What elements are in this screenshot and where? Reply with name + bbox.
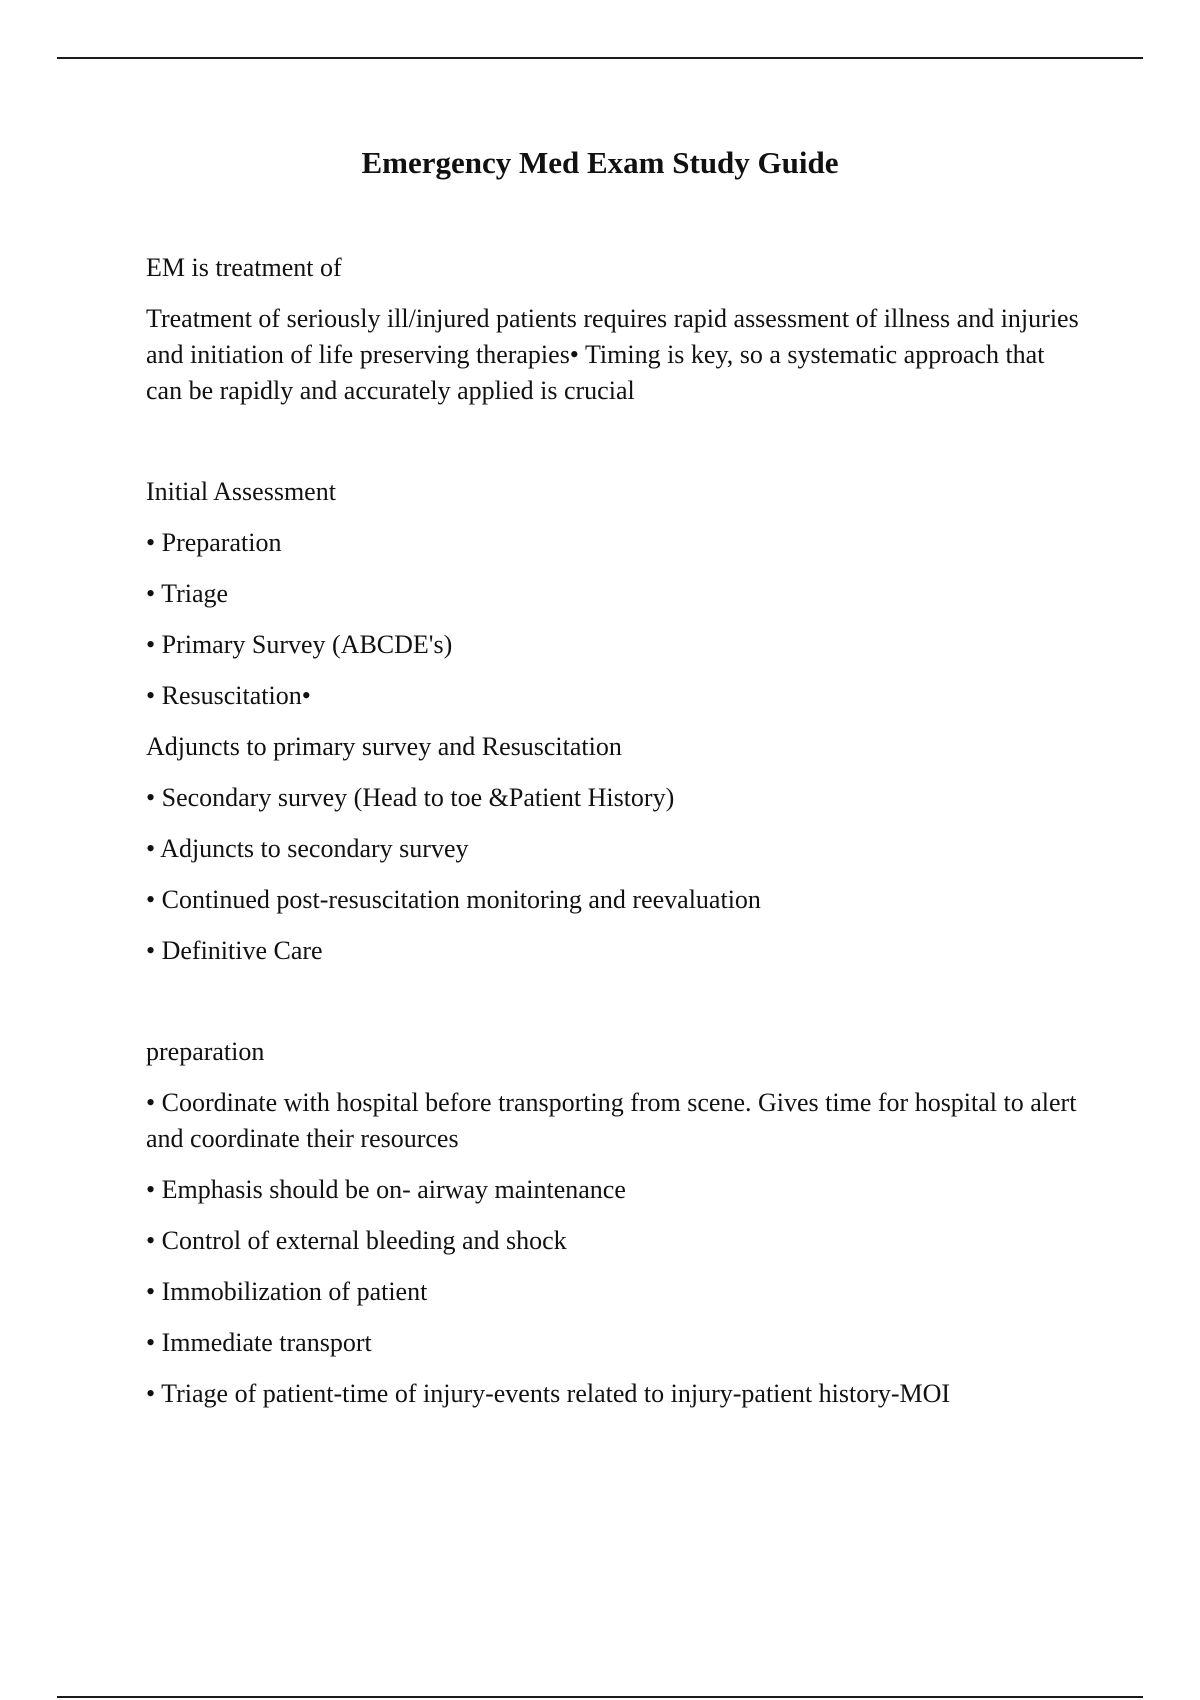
preparation-item: • Coordinate with hospital before transporting from scene. Gives time for hospital to alert and coordinate their resources [146,1088,1077,1153]
top-divider [57,57,1143,59]
initial-assessment-item: • Continued post-resuscitation monitoring and reevaluation [146,885,761,914]
bottom-divider [57,1696,1143,1698]
initial-assessment-item: • Adjuncts to secondary survey [146,834,469,863]
preparation-item: • Emphasis should be on- airway maintenance [146,1175,626,1204]
initial-assessment-item: Adjuncts to primary survey and Resuscitation [146,732,622,761]
document-body [146,250,1086,1427]
preparation-item: • Control of external bleeding and shock [146,1226,567,1255]
preparation-item: • Triage of patient-time of injury-events related to injury-patient history-MOI [146,1379,951,1408]
initial-assessment-item: • Resuscitation• [146,681,311,710]
initial-assessment-item: • Preparation [146,528,282,557]
preparation-item: • Immediate transport [146,1328,372,1357]
initial-assessment-item: • Secondary survey (Head to toe &Patient History) [146,783,675,812]
intro-paragraph: Treatment of seriously ill/injured patients requires rapid assessment of illness and injuries and initiation of life preserving therapies• Timing is key, so a systematic approach that can be rapidly and accurately applied is crucial [146,304,1079,405]
intro-heading: EM is treatment of [146,253,342,282]
initial-assessment-item: • Definitive Care [146,936,323,965]
initial-assessment-item: • Primary Survey (ABCDE's) [146,630,453,659]
preparation-heading: preparation [146,1037,265,1066]
page-title: Emergency Med Exam Study Guide [361,145,839,180]
section-spacer [146,424,1086,474]
initial-assessment-heading: Initial Assessment [146,477,336,506]
preparation-item: • Immobilization of patient [146,1277,428,1306]
initial-assessment-item: • Triage [146,579,229,608]
section-spacer [146,984,1086,1034]
